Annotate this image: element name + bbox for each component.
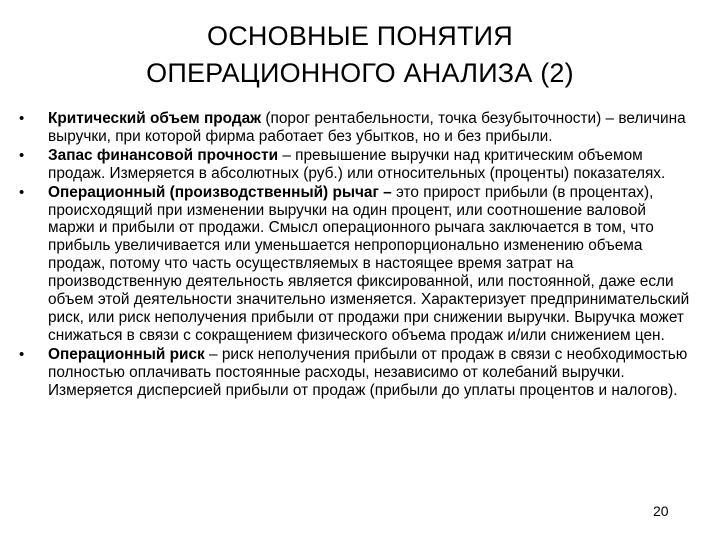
bullet-item-operating-risk xyxy=(0,346,720,400)
slide-title xyxy=(40,18,680,92)
bullet-icon: • xyxy=(19,146,25,164)
bullet-icon: • xyxy=(19,345,25,363)
bullet-icon: • xyxy=(19,110,25,127)
page-number: 20 xyxy=(653,503,669,519)
bullet-item-critical-sales-volume xyxy=(0,110,720,146)
bullet-term: Операционный (производственный) рычаг – xyxy=(48,183,392,201)
title-line-2: ОПЕРАЦИОННОГО АНАЛИЗА (2) xyxy=(146,58,574,88)
bullet-term: Критический объем продаж xyxy=(48,110,262,127)
bullet-list xyxy=(0,110,720,401)
bullet-text: – превышение выручки над критическим объемом продаж. Измеряется в абсолютных (руб.) или относительных (проценты) показателях. xyxy=(48,146,666,182)
bullet-text: – риск неполучения прибыли от продаж в связи с необходимостью полностью оплачивать постоянные расходы, независимо от колебаний выручки. Измеряется дисперсией прибыли от продаж (прибыли до уплаты процентов и налогов). xyxy=(48,345,688,399)
bullet-text: (порог рентабельности, точка безубыточности) – величина выручки, при которой фирма работает без убытков, но и без прибыли. xyxy=(48,110,686,145)
bullet-icon: • xyxy=(19,183,25,201)
title-line-1: ОСНОВНЫЕ ПОНЯТИЯ xyxy=(207,21,513,51)
bullet-item-financial-safety-margin xyxy=(0,147,720,183)
bullet-term: Операционный риск xyxy=(48,345,205,363)
bullet-item-operating-leverage xyxy=(0,184,720,345)
bullet-term: Запас финансовой прочности xyxy=(48,146,279,164)
bullet-text: это прирост прибыли (в процентах), происходящий при изменении выручки на один процент, или соотношение валовой маржи и прибыли от продажи. Смысл операционного рычага заключается в том, что прибыль увеличивается или уменьшается непропорционально изменению объема продаж, потому что часть осуществляемых в настоящее время затрат на производственную деятельность является фиксированной, или постоянной, даже если объем этой деятельности значительно изменяется. Характеризует предпринимательский риск, или риск неполучения прибыли от продажи при снижении выручки. Выручка может снижаться в связи с сокращением физического объема продаж и/или снижением цен. xyxy=(48,183,690,344)
